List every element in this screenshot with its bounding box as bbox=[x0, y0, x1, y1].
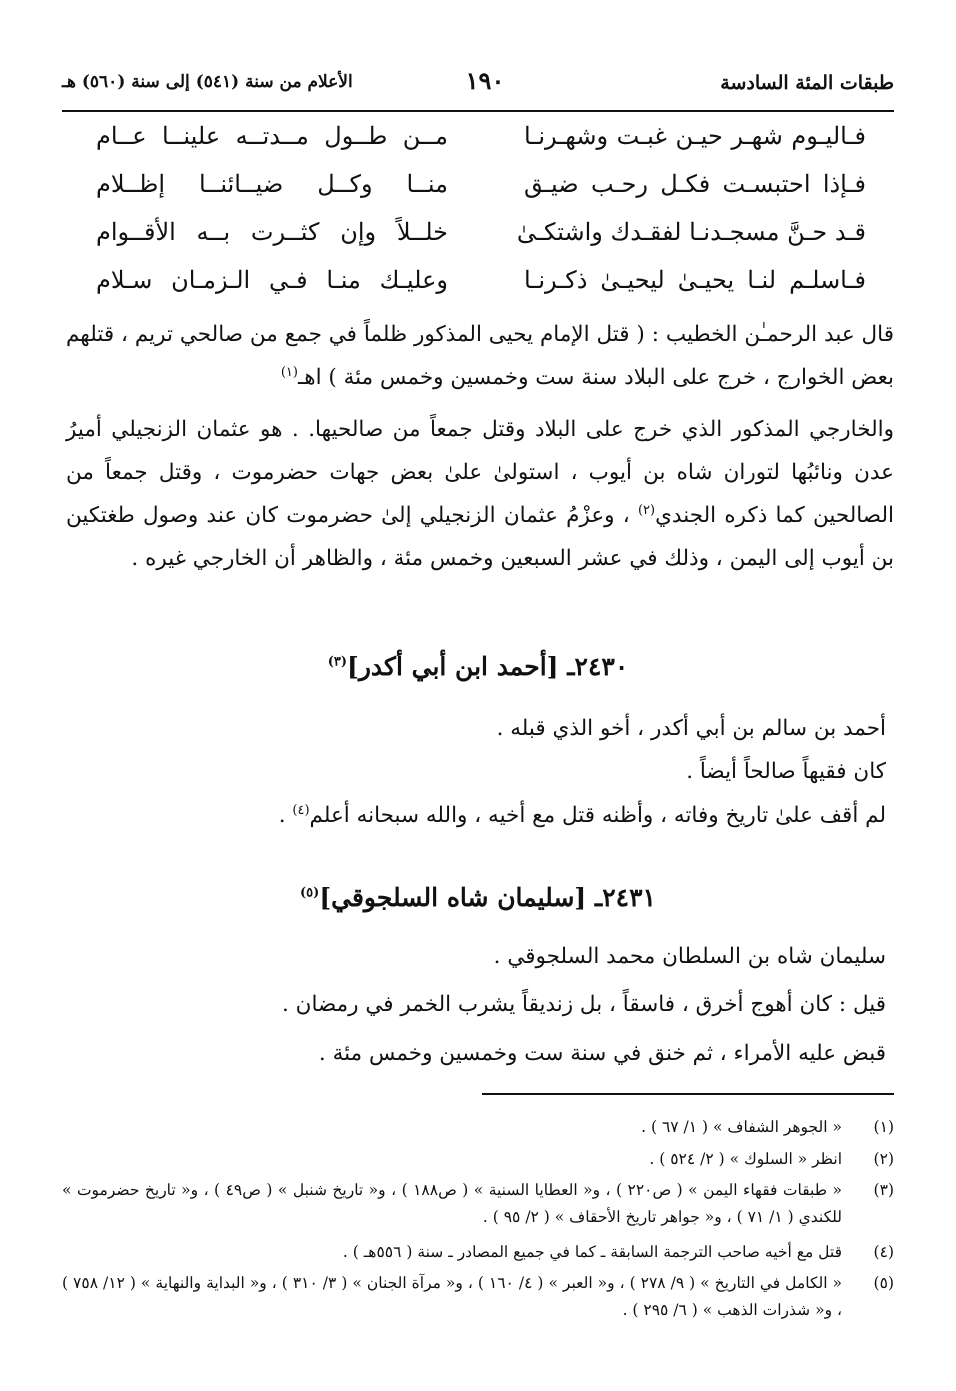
running-head-range: الأعلام من سنة (٥٤١) إلى سنة (٥٦٠) هـ bbox=[62, 72, 353, 92]
poem-verse bbox=[62, 266, 894, 314]
verse-second-hemistich: مــن طــول مــدتــه علينــا عــام bbox=[96, 122, 448, 150]
entry-title bbox=[0, 883, 956, 912]
footnote bbox=[62, 1146, 894, 1173]
header-rule bbox=[62, 110, 894, 112]
commentary-paragraph bbox=[66, 408, 894, 580]
footnote bbox=[62, 1177, 894, 1231]
footnote-ref[interactable]: (٢) bbox=[637, 502, 656, 518]
entry-title-text: ٢٤٣٠ـ [أحمد ابن أبي أكدر] bbox=[347, 652, 629, 681]
poem-verse bbox=[62, 170, 894, 218]
footnote-number: (١) bbox=[873, 1118, 894, 1136]
verse-first-hemistich: فـاليـوم شهـر حيـن غبـت وشهـرنـا bbox=[524, 122, 866, 150]
entry-title-text: ٢٤٣١ـ [سليمان شاه السلجوقي] bbox=[319, 883, 656, 912]
running-head-title: طبقات المئة السادسة bbox=[720, 72, 894, 94]
footnote-number: (٢) bbox=[873, 1150, 894, 1168]
footnote-ref[interactable]: (٤) bbox=[292, 802, 310, 818]
footnote-number: (٣) bbox=[873, 1181, 894, 1199]
footnote-number: (٥) bbox=[873, 1274, 894, 1292]
entry-line: كان فقيهاً صالحاً أيضاً . bbox=[686, 759, 886, 784]
commentary-text-end: ، وعزْمُ عثمان الزنجيلي إلىٰ حضرموت كان عند وصول طغتكين بن أيوب إلى اليمن ، وذلك في عشر السبعين وخمس مئة ، والظاهر أن الخارجي غيره . bbox=[66, 503, 894, 571]
footnote-text: انظر « السلوك » ( ٢/ ٥٢٤ ) . bbox=[649, 1150, 842, 1168]
commentary-text-start: والخارجي المذكور الذي خرج على البلاد وقتل جمعاً من صالحيها. . هو عثمان الزنجيلي أميرُ عدن ونائبُها لتوران شاه بن أيوب ، استولىٰ علىٰ بعض جهات حضرموت ، وقتل جمعاً من الصالحين كما ذكره الجندي bbox=[66, 417, 894, 528]
page-number: ١٩٠ bbox=[465, 66, 505, 95]
verse-first-hemistich: فـاسلـم لنـا يحيـىٰ ليحيـىٰ ذكـرنـا bbox=[524, 266, 866, 294]
verse-first-hemistich: فـإذا احتبسـت فكـل رحـب ضيـق bbox=[524, 170, 866, 198]
footnote-rule bbox=[482, 1093, 894, 1095]
footnote bbox=[62, 1239, 894, 1266]
entry-line: قيل : كان أهوج أخرق ، فاسقاً ، بل زنديقاً يشرب الخمر في رمضان . bbox=[281, 992, 886, 1017]
entry-line: سليمان شاه بن السلطان محمد السلجوقي . bbox=[493, 944, 886, 969]
verse-second-hemistich: خلــلاً وإن كثــرت بــه الأقــوام bbox=[96, 218, 448, 246]
poem-verse bbox=[62, 122, 894, 170]
footnote-number: (٤) bbox=[873, 1243, 894, 1261]
quote-text: قال عبد الرحمـٰن الخطيب : ( قتل الإمام يحيى المذكور ظلماً في جمع من صالحي تريم ، قتلهم بعض الخوارج ، خرج على البلاد سنة ست وخمسين وخمس مئة ) اهـ bbox=[66, 322, 894, 390]
footnote-ref[interactable]: (٣) bbox=[327, 654, 348, 670]
footnote-text: قتل مع أخيه صاحب الترجمة السابقة ـ كما في جميع المصادر ـ سنة ( ٥٥٦هـ ) . bbox=[342, 1243, 842, 1261]
verse-second-hemistich: وعليـك منـا فـي الـزمـان سـلام bbox=[96, 266, 448, 294]
entry-line-text: لم أقف علىٰ تاريخ وفاته ، وأظنه قتل مع أخيه ، والله سبحانه أعلم bbox=[309, 803, 886, 828]
entry-line-end: . bbox=[278, 803, 293, 828]
poem bbox=[62, 122, 894, 314]
footnote-text: « الجوهر الشفاف » ( ١/ ٦٧ ) . bbox=[641, 1118, 842, 1136]
quote-paragraph bbox=[66, 313, 894, 399]
footnote-ref[interactable]: (١) bbox=[280, 364, 298, 380]
entry-title bbox=[0, 652, 956, 681]
footnote bbox=[62, 1270, 894, 1324]
entry-line: أحمد بن سالم بن أبي أكدر ، أخو الذي قبله . bbox=[496, 716, 886, 741]
footnote bbox=[62, 1114, 894, 1141]
footnote-text: « طبقات فقهاء اليمن » ( ص٢٢٠ ) ، و« العطايا السنية » ( ص١٨٨ ) ، و« تاريخ شنبل » ( ص٤٩ ) ، و« تاريخ حضرموت » للكندي ( ١/ ٧١ ) ، و« جواهر تاريخ الأحقاف » ( ٢/ ٩٥ ) . bbox=[62, 1181, 843, 1226]
footnote-text: « الكامل في التاريخ » ( ٩/ ٢٧٨ ) ، و« العبر » ( ٤/ ١٦٠ ) ، و« مرآة الجنان » ( ٣/ ٣١٠ ) ، و« البداية والنهاية » ( ١٢/ ٧٥٨ ) ، و« شذرات الذهب » ( ٦/ ٢٩٥ ) . bbox=[62, 1274, 843, 1319]
entry-line bbox=[279, 803, 886, 828]
verse-second-hemistich: منــا وكــل ضيــائنــا إظــلام bbox=[96, 170, 448, 198]
footnote-ref[interactable]: (٥) bbox=[300, 885, 320, 901]
poem-verse bbox=[62, 218, 894, 266]
entry-line: قبض عليه الأمراء ، ثم خنق في سنة ست وخمسين وخمس مئة . bbox=[318, 1041, 886, 1066]
verse-first-hemistich: قـد حـنَّ مسجـدنـا لفقـدك واشتكـىٰ bbox=[516, 218, 866, 246]
